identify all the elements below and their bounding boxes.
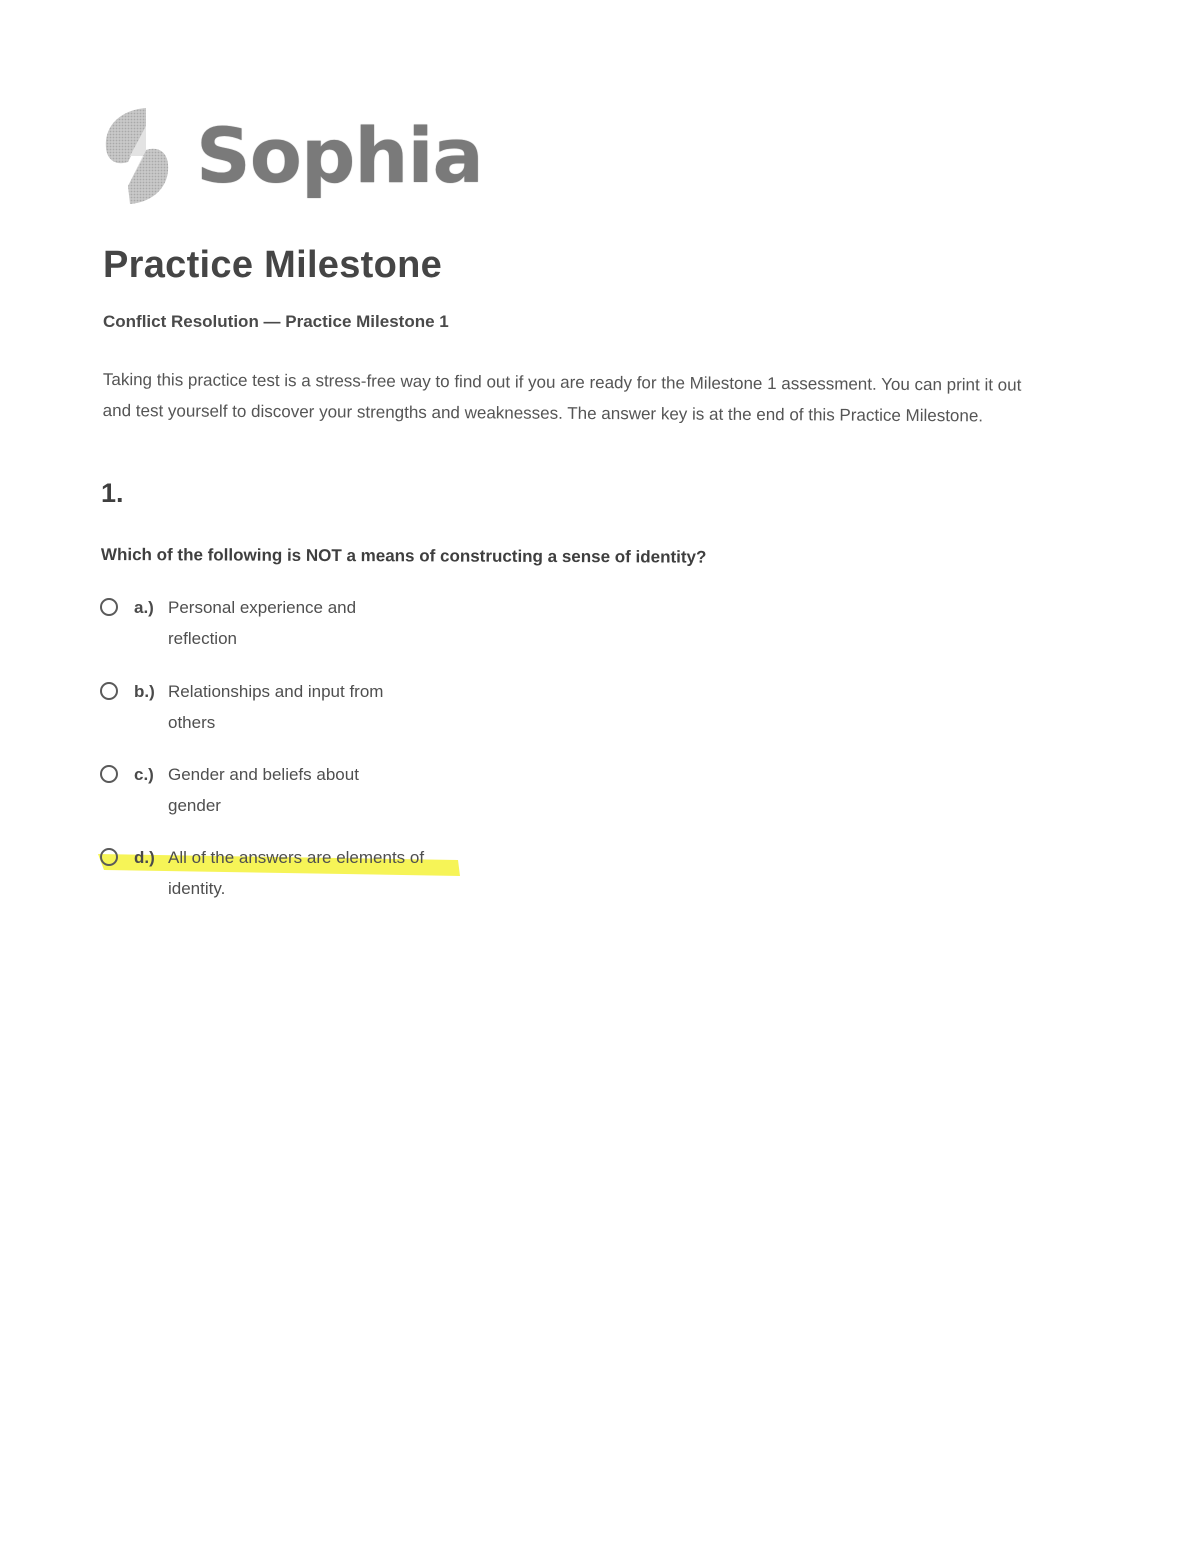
choice-text: Personal experience and reflection [168, 598, 357, 648]
answer-choice-b[interactable] [100, 676, 428, 738]
question-number: 1. [101, 478, 124, 508]
choice-letter: d.) [134, 848, 155, 867]
page-title: Practice Milestone [103, 244, 443, 286]
radio-circle-icon[interactable] [100, 598, 118, 616]
sophia-logo [100, 106, 483, 206]
choice-letter: a.) [134, 598, 154, 617]
choice-text: Relationships and input from others [168, 682, 384, 732]
choice-letter: c.) [134, 765, 154, 784]
intro-paragraph: Taking this practice test is a stress-free way to find out if you are ready for the Milestone 1 assessment. You can print it out and test yourself to discover your strengths and weaknesses. The answer key is at the end of this Practice Milestone. [102, 369, 1022, 426]
radio-circle-icon[interactable] [100, 848, 118, 866]
brand-name: Sophia [196, 111, 483, 200]
page-subtitle: Conflict Resolution — Practice Milestone 1 [103, 312, 449, 331]
question-prompt: Which of the following is NOT a means of constructing a sense of identity? [100, 545, 707, 567]
sophia-logo-icon [100, 106, 174, 206]
choice-letter: b.) [134, 682, 155, 701]
choice-text: All of the answers are elements of identity. [168, 848, 425, 898]
answer-choice-c[interactable] [100, 759, 408, 821]
choice-text: Gender and beliefs about gender [168, 765, 359, 815]
answer-choice-a[interactable] [100, 592, 408, 654]
radio-circle-icon[interactable] [100, 765, 118, 783]
radio-circle-icon[interactable] [100, 682, 118, 700]
answer-choice-d[interactable] [100, 842, 478, 904]
